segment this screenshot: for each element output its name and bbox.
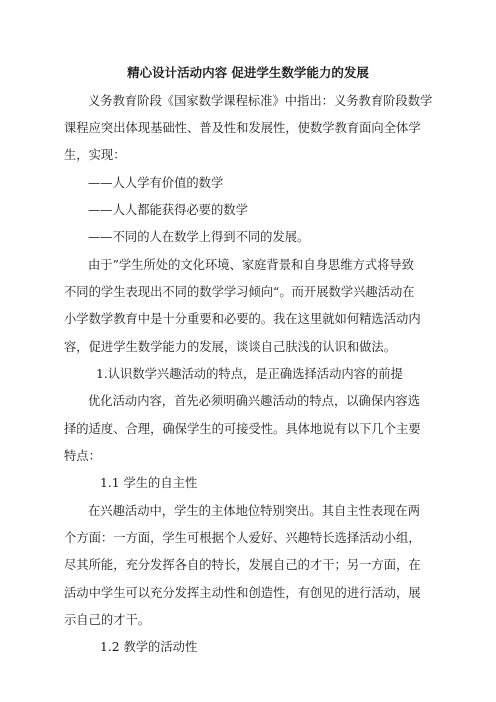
paragraph-line: 优化活动内容，首先必须明确兴趣活动的特点，以确保内容选: [88, 394, 421, 408]
list-item: ——不同的人在数学上得到不同的发展。: [88, 230, 310, 244]
paragraph-line: 课程应突出体现基础性、普及性和发展性，使数学教育面向全体学: [64, 121, 421, 135]
paragraph-line: 容，促进学生数学能力的发展，谈谈自己肤浅的认识和做法。: [64, 340, 397, 354]
list-item: ——人人都能获得必要的数学: [88, 203, 248, 217]
list-item: ——人人学有价值的数学: [88, 176, 224, 190]
document-title: 精心设计活动内容 促进学生数学能力的发展: [127, 65, 369, 80]
section-heading: 1.认识数学兴趣活动的特点，是正确选择活动内容的前提: [96, 367, 403, 381]
paragraph-line: 特点：: [64, 449, 101, 463]
subsection-heading: 1.2 教学的活动性: [100, 640, 198, 654]
paragraph-line: 在兴趣活动中，学生的主体地位特别突出。其自主性表现在两: [88, 504, 421, 518]
paragraph-line: 不同的学生表现出不同的数学学习倾向“。而开展数学兴趣活动在: [64, 285, 415, 299]
paragraph-line: 义务教育阶段《国家数学课程标准》中指出：义务教育阶段数学: [88, 94, 433, 108]
paragraph-line: 小学数学教育中是十分重要和必要的。我在这里就如何精选活动内: [64, 312, 421, 326]
paragraph-line: 活动中学生可以充分发挥主动性和创造性，有创见的进行活动，展: [64, 586, 421, 600]
paragraph-line: 尽其所能，充分发挥各自的特长，发展自己的才干；另一方面，在: [64, 558, 421, 572]
paragraph-line: 生，实现：: [64, 148, 126, 162]
subsection-heading: 1.1 学生的自主性: [100, 476, 198, 490]
paragraph-line: 择的适度、合理，确保学生的可接受性。具体地说有以下几个主要: [64, 422, 421, 436]
paragraph-line: 由于”学生所处的文化环境、家庭背景和自身思维方式将导致: [88, 258, 415, 272]
paragraph-line: 个方面：一方面，学生可根据个人爱好、兴趣特长选择活动小组，: [64, 531, 421, 545]
paragraph-line: 示自己的才干。: [64, 613, 151, 627]
